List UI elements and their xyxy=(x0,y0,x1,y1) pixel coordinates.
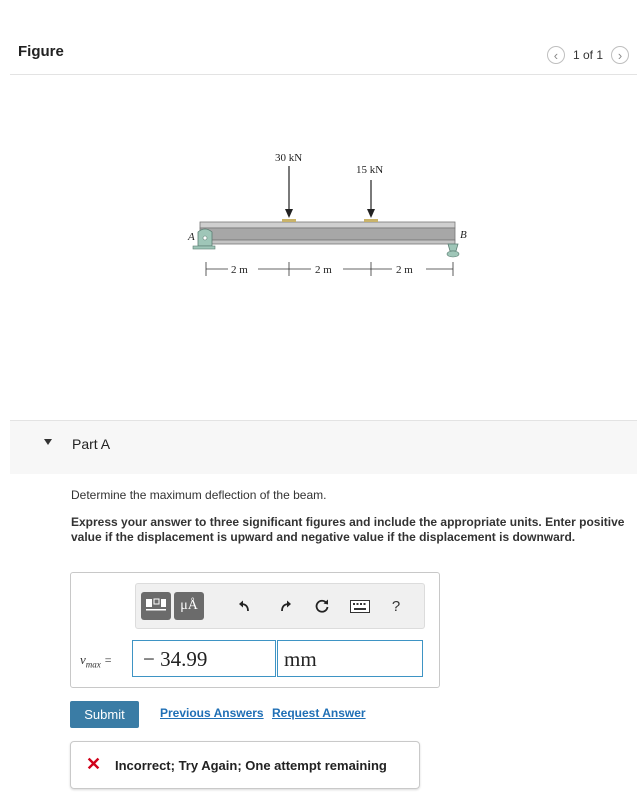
math-toolbar xyxy=(135,583,425,629)
var-subscript: max xyxy=(85,659,101,670)
chevron-right-icon: › xyxy=(617,47,623,63)
beam-web xyxy=(200,228,455,240)
request-answer-link[interactable]: Request Answer xyxy=(272,706,366,720)
templates-icon xyxy=(145,598,167,614)
equals-sign: = xyxy=(104,653,112,667)
var-symbol: v xyxy=(80,652,86,667)
figure-title: Figure xyxy=(18,43,64,60)
incorrect-icon: ✕ xyxy=(86,754,102,774)
beam-bottom-flange xyxy=(200,240,455,244)
answer-variable-label xyxy=(80,652,112,670)
span-label: 2 m xyxy=(231,264,248,276)
undo-button[interactable] xyxy=(236,592,252,620)
value-input[interactable]: − 34.99 xyxy=(132,640,276,677)
question-text: Determine the maximum deflection of the beam. xyxy=(71,488,327,502)
previous-answers-link[interactable]: Previous Answers xyxy=(160,706,264,720)
caret-down-icon[interactable] xyxy=(44,439,52,445)
load-arrow-head xyxy=(285,209,293,218)
undo-icon xyxy=(237,599,251,613)
load-label: 30 kN xyxy=(275,152,303,164)
load-plate xyxy=(282,219,296,222)
chevron-left-icon: ‹ xyxy=(553,47,559,63)
reset-button[interactable] xyxy=(313,592,331,620)
load-plate xyxy=(364,219,378,222)
unit-input[interactable]: mm xyxy=(277,640,423,677)
feedback-box xyxy=(70,741,420,789)
pager-text: 1 of 1 xyxy=(572,48,603,62)
pin-support-icon xyxy=(193,229,215,249)
redo-button[interactable] xyxy=(278,592,294,620)
keyboard-icon xyxy=(350,600,370,613)
keyboard-button[interactable] xyxy=(349,592,371,620)
help-label: ? xyxy=(391,597,401,615)
instructions-text: Express your answer to three significant figures and include the appropriate units. Enter positive value if the displacement is upward and negative value if the displacement is downward. xyxy=(71,515,625,544)
redo-icon xyxy=(279,599,293,613)
beam-top-flange xyxy=(200,222,455,228)
load-arrow-head xyxy=(367,209,375,218)
roller-support-icon xyxy=(447,244,459,257)
span-label: 2 m xyxy=(396,264,413,276)
reset-icon xyxy=(314,598,330,614)
support-b-label: B xyxy=(460,229,467,241)
units-button[interactable] xyxy=(174,592,204,620)
templates-button[interactable] xyxy=(141,592,171,620)
load-label: 15 kN xyxy=(356,164,384,176)
feedback-text: Incorrect; Try Again; One attempt remaining xyxy=(115,758,387,773)
help-button[interactable] xyxy=(388,592,404,620)
units-label: μÅ xyxy=(180,598,198,613)
span-label: 2 m xyxy=(315,264,332,276)
part-label[interactable]: Part A xyxy=(72,436,111,452)
support-a-label: A xyxy=(188,231,195,243)
submit-button[interactable]: Submit xyxy=(70,701,139,728)
